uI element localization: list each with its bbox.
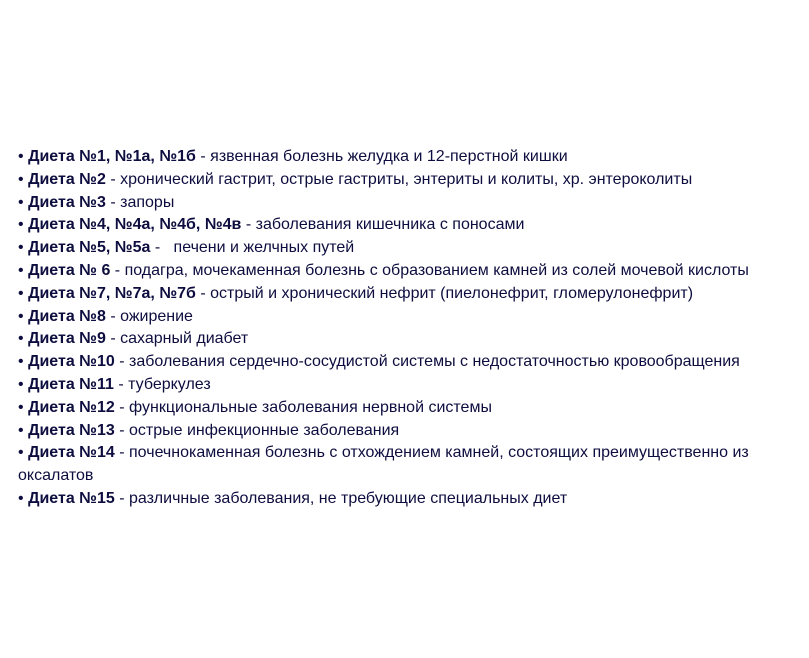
diet-name: Диета №11 — [28, 375, 114, 393]
diet-description: - хронический гастрит, острые гастриты, энтериты и колиты, хр. энтероколиты — [105, 170, 693, 188]
diet-description: - туберкулез — [113, 375, 211, 393]
diet-name: Диета №14 — [28, 444, 115, 462]
list-item — [18, 146, 803, 169]
list-item — [18, 488, 803, 511]
list-item — [18, 328, 803, 351]
list-item — [18, 192, 803, 215]
diet-name: Диета №7, №7а, №7б — [28, 284, 196, 302]
diet-description: - язвенная болезнь желудка и 12-перстной кишки — [195, 148, 568, 165]
diet-name: Диета №10 — [28, 353, 115, 371]
bullet: • — [18, 193, 24, 211]
bullet: • — [18, 261, 24, 279]
diet-description: - запоры — [105, 193, 175, 211]
diet-name: Диета №4, №4а, №4б, №4в — [28, 216, 242, 234]
diet-name: Диета № 6 — [28, 261, 111, 279]
bullet: • — [18, 170, 24, 188]
diet-description: - заболевания сердечно-сосудистой системы с недостаточностью кровообращения — [114, 353, 740, 371]
list-item — [18, 374, 803, 397]
diet-description: - функциональные заболевания нервной системы — [114, 398, 492, 416]
bullet: • — [18, 148, 24, 165]
diet-name: Диета №13 — [28, 421, 115, 439]
diet-name: Диета №12 — [28, 398, 115, 416]
diet-description: - острый и хронический нефрит (пиелонефрит, гломерулонефрит) — [195, 284, 694, 302]
bullet: • — [18, 307, 24, 325]
bullet: • — [18, 284, 24, 302]
diet-description: - подагра, мочекаменная болезнь с образованием камней из солей мочевой кислоты — [110, 261, 749, 279]
diet-description: - различные заболевания, не требующие специальных диет — [114, 489, 568, 507]
bullet: • — [18, 421, 24, 439]
list-item — [18, 397, 803, 420]
bullet: • — [18, 398, 24, 416]
diet-description: - острые инфекционные заболевания — [114, 421, 400, 439]
diet-name: Диета №8 — [28, 307, 106, 325]
diet-name: Диета №1, №1а, №1б — [28, 148, 196, 165]
diet-description: - почечнокаменная болезнь с отхождением камней, состоящих преимущественно из оксалатов — [18, 444, 749, 485]
bullet: • — [18, 330, 24, 348]
diet-description: - печени и желчных путей — [150, 239, 355, 257]
list-item — [18, 442, 803, 488]
diet-name: Диета №5, №5а — [28, 239, 151, 257]
list-item — [18, 351, 803, 374]
bullet: • — [18, 239, 24, 257]
diet-name: Диета №2 — [28, 170, 106, 188]
diet-name: Диета №15 — [28, 489, 115, 507]
list-item — [18, 169, 803, 192]
list-item — [18, 214, 803, 237]
diet-list — [18, 146, 803, 511]
list-item — [18, 260, 803, 283]
diet-description: - ожирение — [105, 307, 193, 325]
diet-name: Диета №9 — [28, 330, 106, 348]
bullet: • — [18, 375, 24, 393]
bullet: • — [18, 353, 24, 371]
bullet: • — [18, 444, 24, 462]
list-item — [18, 237, 803, 260]
list-item — [18, 283, 803, 306]
bullet: • — [18, 216, 24, 234]
list-item — [18, 306, 803, 329]
diet-description: - заболевания кишечника с поносами — [241, 216, 525, 234]
diet-name: Диета №3 — [28, 193, 106, 211]
diet-description: - сахарный диабет — [105, 330, 249, 348]
list-item — [18, 420, 803, 443]
bullet: • — [18, 489, 24, 507]
